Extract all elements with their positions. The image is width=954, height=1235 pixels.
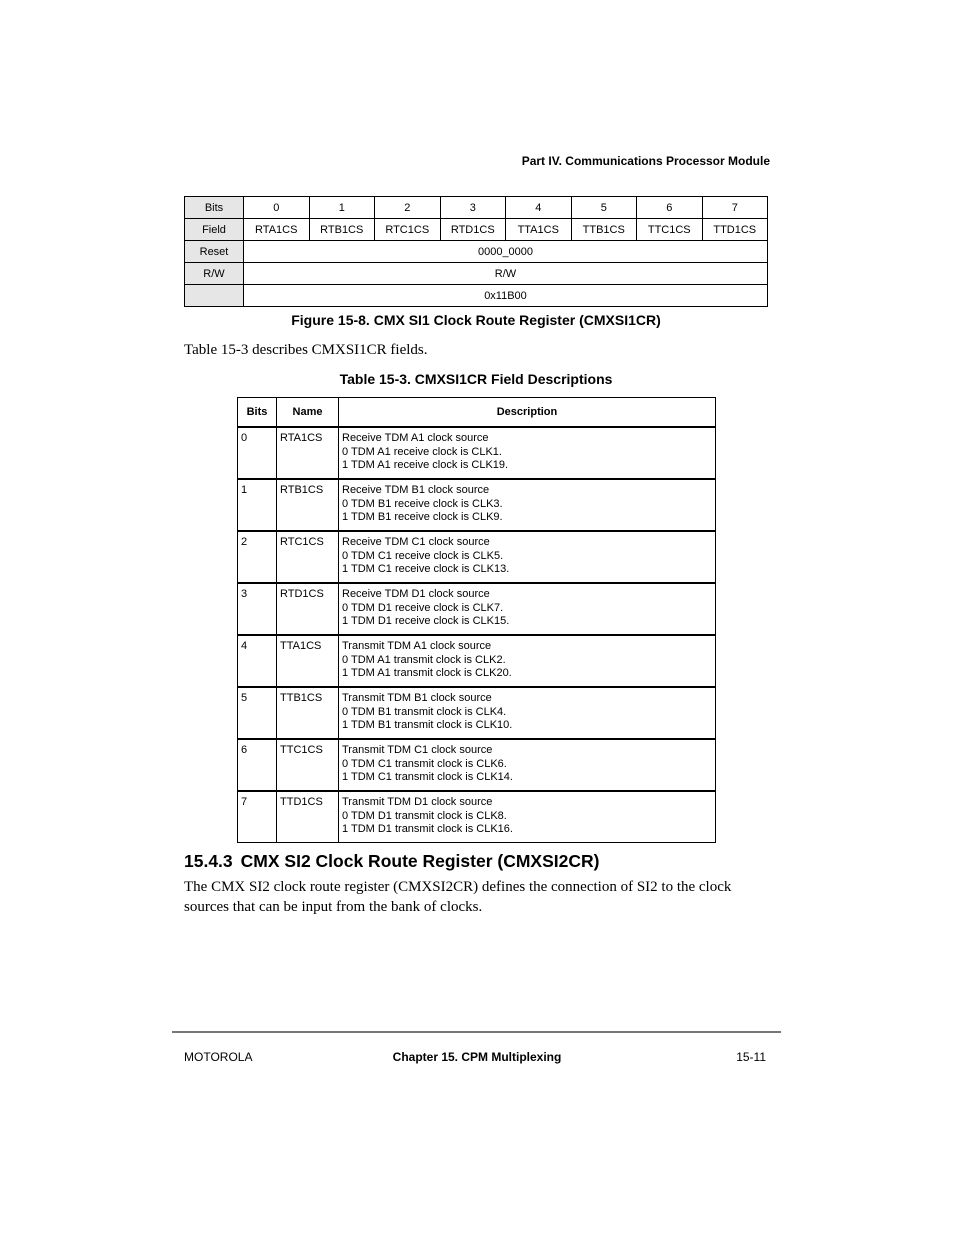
register-reset-row	[185, 241, 768, 263]
row-bits: 1	[238, 479, 277, 531]
bit-number: 7	[702, 197, 768, 219]
description-line: Receive TDM D1 clock source	[342, 588, 490, 600]
bit-number: 5	[571, 197, 637, 219]
field-name: RTA1CS	[244, 219, 310, 241]
description-line: 0 TDM B1 receive clock is CLK3.	[342, 497, 503, 510]
column-header-name: Name	[277, 398, 339, 428]
column-header-description: Description	[339, 398, 716, 428]
description-line: Receive TDM B1 clock source	[342, 484, 490, 496]
register-figure-table	[184, 196, 768, 307]
description-line: 1 TDM D1 receive clock is CLK15.	[342, 615, 510, 628]
description-line: 0 TDM C1 transmit clock is CLK6.	[342, 757, 507, 770]
row-description	[339, 635, 716, 687]
row-description	[339, 739, 716, 791]
field-name: TTB1CS	[571, 219, 637, 241]
row-description	[339, 687, 716, 739]
register-address-row	[185, 285, 768, 307]
field-name: RTB1CS	[309, 219, 375, 241]
row-name: RTA1CS	[277, 427, 339, 479]
field-name: RTD1CS	[440, 219, 506, 241]
bit-number: 0	[244, 197, 310, 219]
bit-number: 2	[375, 197, 441, 219]
field-name: TTD1CS	[702, 219, 768, 241]
description-line: 0 TDM B1 transmit clock is CLK4.	[342, 705, 507, 718]
description-line: Transmit TDM D1 clock source	[342, 796, 493, 808]
row-bits: 6	[238, 739, 277, 791]
reset-value: 0000_0000	[244, 241, 768, 263]
row-description	[339, 583, 716, 635]
description-line: Receive TDM C1 clock source	[342, 536, 490, 548]
intro-paragraph: Table 15-3 describes CMXSI1CR fields.	[184, 342, 428, 358]
footer-page-number: 15-11	[736, 1050, 766, 1064]
row-bits: 5	[238, 687, 277, 739]
row-name: TTB1CS	[277, 687, 339, 739]
description-line: 1 TDM A1 receive clock is CLK19.	[342, 459, 509, 472]
table-row	[238, 791, 716, 843]
field-descriptions-table	[237, 397, 716, 843]
description-line: Receive TDM A1 clock source	[342, 432, 489, 444]
description-line: 1 TDM B1 receive clock is CLK9.	[342, 511, 503, 524]
section-body-paragraph: The CMX SI2 clock route register (CMXSI2CR) defines the connection of SI2 to the clock sources that can be input from the bank of clocks.	[184, 879, 732, 915]
table-header-row	[238, 398, 716, 428]
description-line: 1 TDM A1 transmit clock is CLK20.	[342, 667, 512, 680]
section-number: 15.4.3	[184, 851, 233, 871]
row-description	[339, 791, 716, 843]
description-line: Transmit TDM C1 clock source	[342, 744, 493, 756]
row-description	[339, 427, 716, 479]
footer-chapter: Chapter 15. CPM Multiplexing	[392, 1050, 562, 1064]
row-bits: 7	[238, 791, 277, 843]
register-address: 0x11B00	[244, 285, 768, 307]
column-header-bits: Bits	[238, 398, 277, 428]
row-description	[339, 531, 716, 583]
row-name: TTA1CS	[277, 635, 339, 687]
description-line: 1 TDM C1 receive clock is CLK13.	[342, 563, 510, 576]
row-name: RTD1CS	[277, 583, 339, 635]
field-row-label: Field	[185, 219, 244, 241]
field-name: TTC1CS	[637, 219, 703, 241]
row-description	[339, 479, 716, 531]
register-bits-row	[185, 197, 768, 219]
row-name: TTC1CS	[277, 739, 339, 791]
section-title: CMX SI2 Clock Route Register (CMXSI2CR)	[240, 851, 600, 871]
description-line: 1 TDM C1 transmit clock is CLK14.	[342, 771, 513, 784]
bits-row-label: Bits	[185, 197, 244, 219]
description-line: 1 TDM D1 transmit clock is CLK16.	[342, 823, 513, 836]
reset-row-label: Reset	[185, 241, 244, 263]
row-name: RTC1CS	[277, 531, 339, 583]
field-name: TTA1CS	[506, 219, 572, 241]
row-name: TTD1CS	[277, 791, 339, 843]
address-row-label	[185, 285, 244, 307]
table-row	[238, 531, 716, 583]
figure-caption: Figure 15-8. CMX SI1 Clock Route Register (CMXSI1CR)	[291, 312, 661, 328]
description-line: 0 TDM D1 receive clock is CLK7.	[342, 601, 504, 614]
rw-value: R/W	[244, 263, 768, 285]
row-bits: 3	[238, 583, 277, 635]
row-name: RTB1CS	[277, 479, 339, 531]
table-row	[238, 687, 716, 739]
register-rw-row	[185, 263, 768, 285]
table-row	[238, 427, 716, 479]
running-head: Part IV. Communications Processor Module	[521, 154, 770, 168]
table-row	[238, 635, 716, 687]
description-line: 0 TDM A1 receive clock is CLK1.	[342, 445, 502, 458]
register-field-row	[185, 219, 768, 241]
description-line: Transmit TDM B1 clock source	[342, 692, 492, 704]
section-heading	[184, 851, 599, 872]
field-name: RTC1CS	[375, 219, 441, 241]
rw-row-label: R/W	[185, 263, 244, 285]
table-row	[238, 583, 716, 635]
table-row	[238, 739, 716, 791]
bit-number: 4	[506, 197, 572, 219]
description-line: 1 TDM B1 transmit clock is CLK10.	[342, 719, 513, 732]
row-bits: 4	[238, 635, 277, 687]
description-line: Transmit TDM A1 clock source	[342, 640, 492, 652]
footer-company: MOTOROLA	[184, 1050, 253, 1064]
table-caption: Table 15-3. CMXSI1CR Field Descriptions	[339, 371, 613, 387]
bit-number: 1	[309, 197, 375, 219]
row-bits: 2	[238, 531, 277, 583]
table-row	[238, 479, 716, 531]
bit-number: 6	[637, 197, 703, 219]
description-line: 0 TDM A1 transmit clock is CLK2.	[342, 653, 506, 666]
row-bits: 0	[238, 427, 277, 479]
description-line: 0 TDM C1 receive clock is CLK5.	[342, 549, 504, 562]
footer-rule	[172, 1031, 781, 1033]
description-line: 0 TDM D1 transmit clock is CLK8.	[342, 809, 507, 822]
bit-number: 3	[440, 197, 506, 219]
